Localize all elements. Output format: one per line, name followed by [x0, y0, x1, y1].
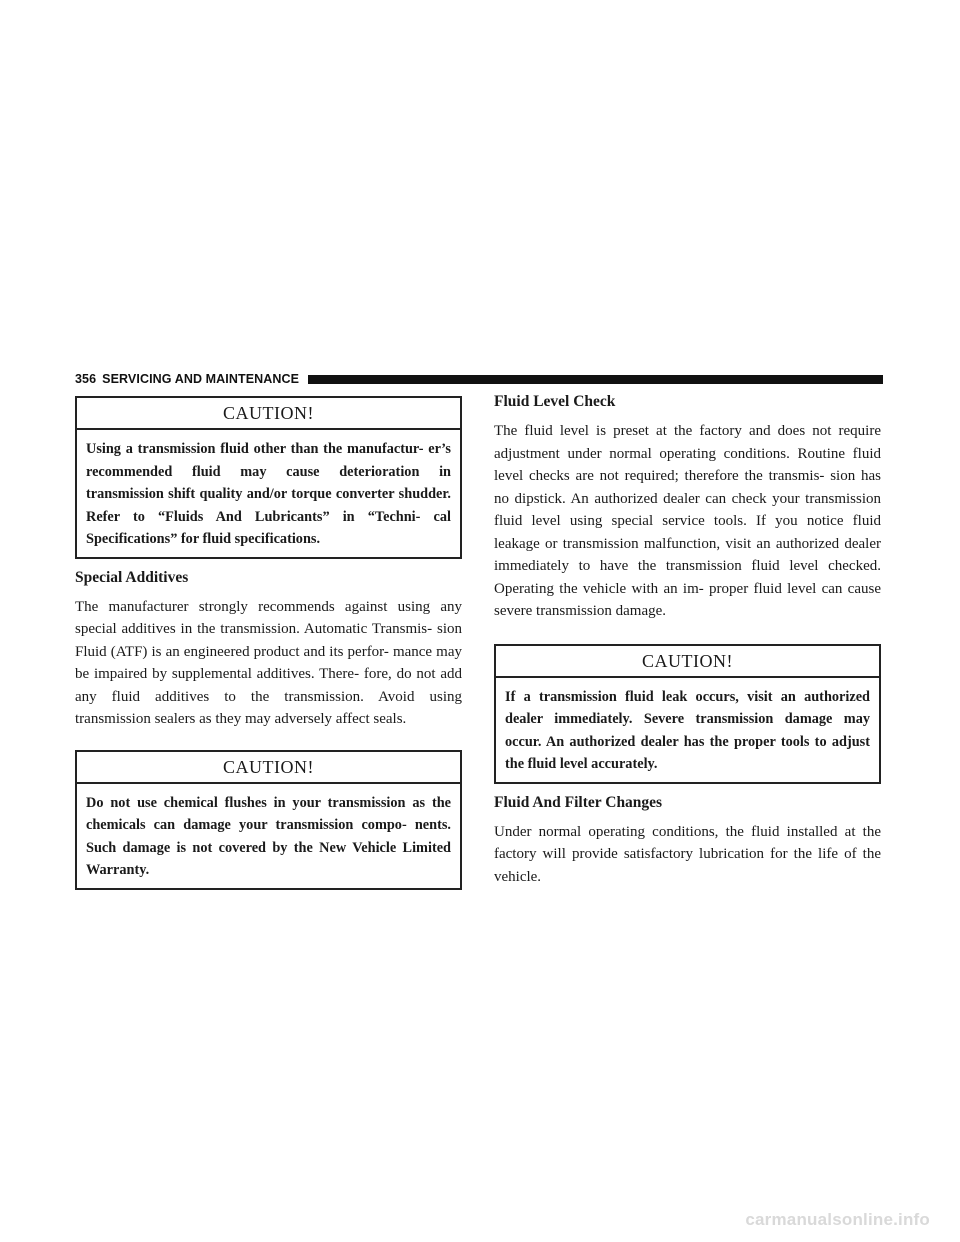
left-column [75, 396, 462, 890]
caution-title: CAUTION! [77, 752, 460, 784]
caution-box-chemical-flushes [75, 750, 462, 890]
caution-box-fluid-type [75, 396, 462, 559]
section-title: SERVICING AND MAINTENANCE [102, 372, 300, 386]
page-header [75, 372, 883, 386]
caution-box-fluid-leak [494, 644, 881, 784]
caution-text: Do not use chemical flushes in your transmission as the chemicals can damage your transmission compo- nents. Such damage is not covered by the New Vehicle Limited Warranty. [86, 794, 451, 878]
heading-fluid-level-check: Fluid Level Check [494, 393, 616, 410]
right-column [494, 392, 881, 888]
watermark-logo: carmanualsonline.info [745, 1210, 930, 1229]
caution-text: Using a transmission fluid other than the manufactur- er’s recommended fluid may cause deterioration in transmission shift quality and/or torque converter shudder. Refer to “Fluids And Lubricants” in “Techni- cal Specifications” for fluid specifications. [86, 441, 451, 547]
page-number: 356 [75, 372, 97, 386]
paragraph-special-additives: The manufacturer strongly recommends against using any special additives in the transmission. Automatic Transmis- sion Fluid (ATF) is an engineered product and its perfor- mance may be impaired by supplemental additives. There- fore, do not add any fluid additives to the transmission. Avoid using transmission sealers as they may adversely affect seals. [75, 598, 462, 727]
caution-title: CAUTION! [77, 398, 460, 430]
heading-fluid-filter-changes: Fluid And Filter Changes [494, 793, 663, 811]
caution-title: CAUTION! [496, 646, 879, 678]
paragraph-fluid-filter-changes: Under normal operating conditions, the fluid installed at the factory will provide satisfactory lubrication for the life of the vehicle. [494, 823, 881, 885]
header-rule [308, 375, 883, 384]
paragraph-fluid-level-check: The fluid level is preset at the factory and does not require adjustment under normal operating conditions. Routine fluid level checks are not required; therefore the transmis- sion has no dipstick. An authorized dealer can check your transmission fluid level using special service tools. If you notice fluid leakage or transmission malfunction, visit an authorized dealer immediately to have the transmission fluid level checked. Operating the vehicle with an im- proper fluid level can cause severe transmission damage. [494, 423, 881, 619]
caution-text: If a transmission fluid leak occurs, visit an authorized dealer immediately. Severe transmission damage may occur. An authorized dealer has the proper tools to adjust the fluid level accurately. [505, 688, 870, 772]
heading-special-additives: Special Additives [75, 568, 189, 586]
